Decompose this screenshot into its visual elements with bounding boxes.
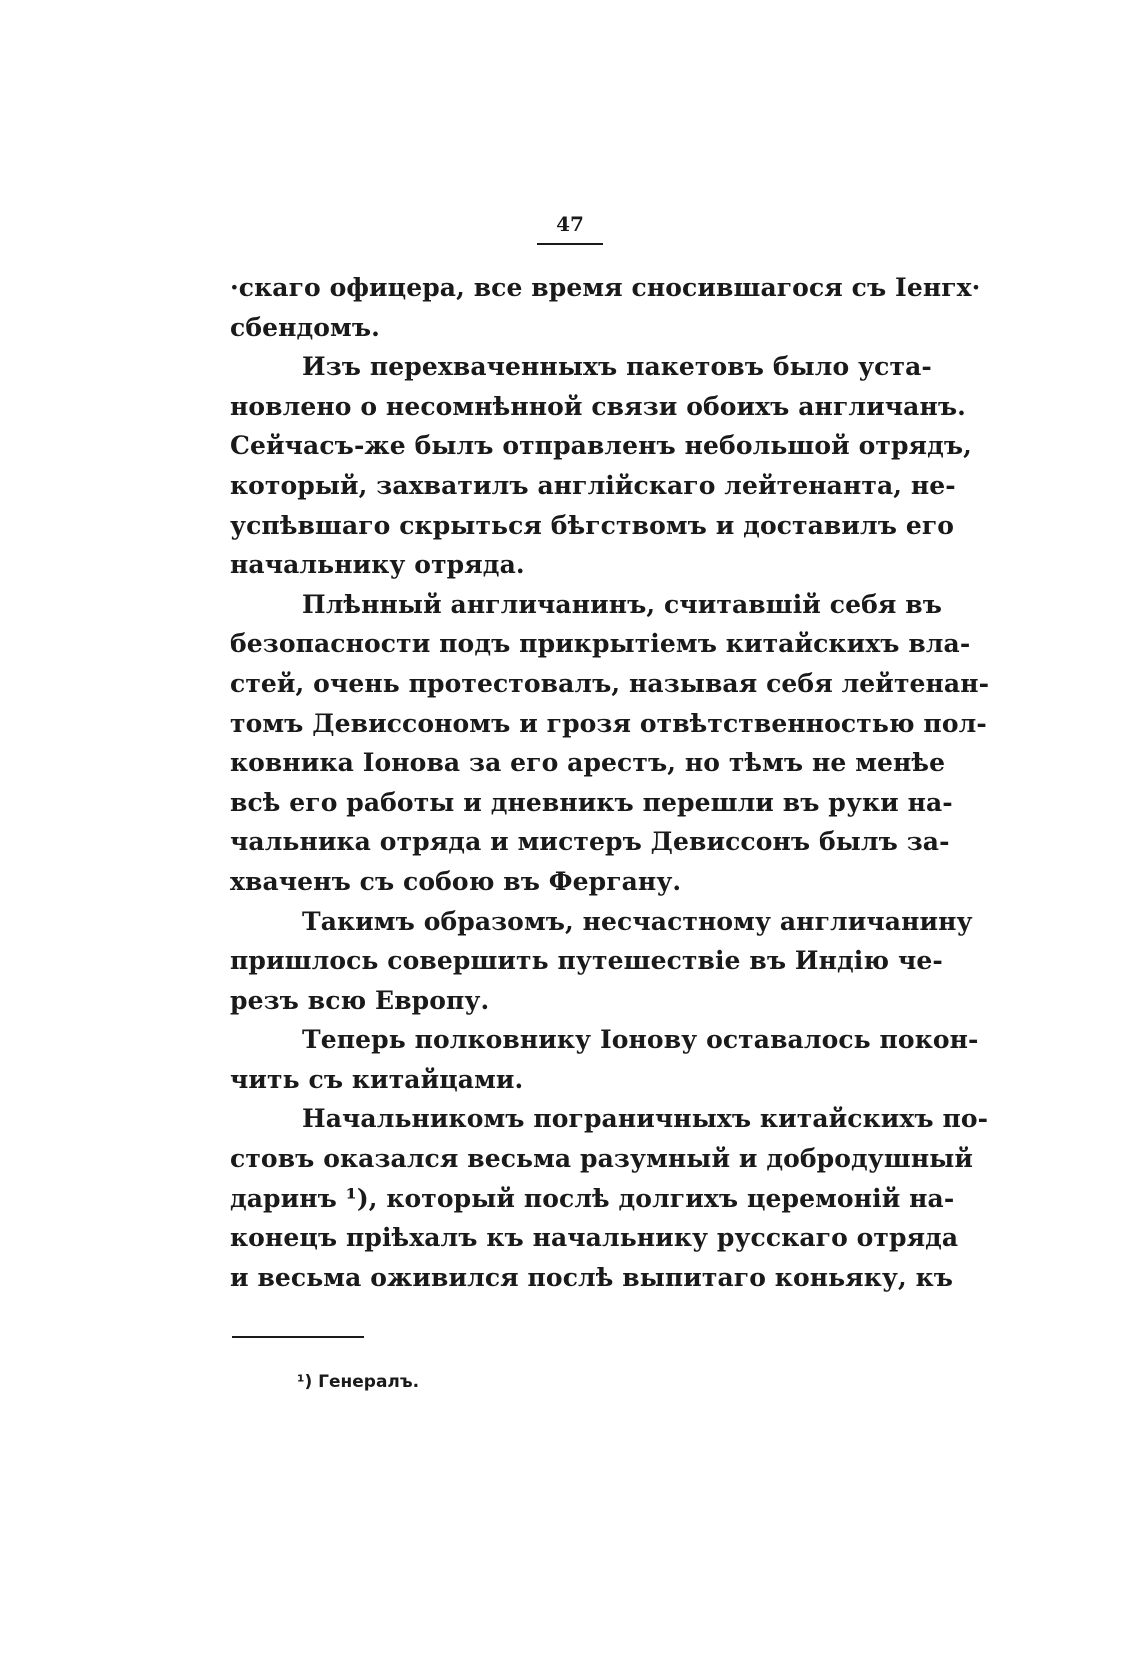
text-line: Изъ перехваченныхъ пакетовъ было уста- xyxy=(302,352,932,382)
text-line: всѣ его работы и дневникъ перешли въ руки на- xyxy=(230,787,953,817)
page-number-rule xyxy=(537,243,603,245)
text-line: хваченъ съ собою въ Фергану. xyxy=(230,866,682,896)
text-line: ·скаго офицера, все время сносившагося съ Iенгх· xyxy=(230,273,981,302)
text-line: ковника Іонова за его арестъ, но тѣмъ не менѣе xyxy=(230,748,946,778)
page-number: 47 xyxy=(556,212,584,236)
text-line: Плѣнный англичанинъ, считавшій себя въ xyxy=(302,589,942,619)
text-line: резъ всю Европу. xyxy=(230,985,490,1015)
text-line: Такимъ образомъ, несчастному англичанину xyxy=(302,906,973,936)
footnote-text: Генералъ. xyxy=(318,1372,420,1392)
footnote-rule xyxy=(232,1336,364,1338)
text-line: начальнику отряда. xyxy=(230,550,525,580)
text-line: который, захватилъ англійскаго лейтенанта, не- xyxy=(230,470,956,500)
text-line: сбендомъ. xyxy=(230,312,380,342)
text-line: стовъ оказался весьма разумный и добродушный xyxy=(230,1144,974,1174)
body-text xyxy=(230,268,990,1297)
text-line: конецъ пріѣхалъ къ начальнику русскаго отряда xyxy=(230,1223,959,1253)
footnote-marker: ¹) xyxy=(297,1372,313,1392)
text-line: чальника отряда и мистеръ Девиссонъ былъ за- xyxy=(230,827,950,857)
text-line: и весьма оживился послѣ выпитаго коньяку, къ xyxy=(230,1262,954,1292)
text-line: стей, очень протестовалъ, называя себя лейтенан- xyxy=(230,668,990,698)
text-line: успѣвшаго скрыться бѣгствомъ и доставилъ его xyxy=(230,510,955,540)
text-line: томъ Девиссономъ и грозя отвѣтственностью пол- xyxy=(230,708,987,738)
text-line: даринъ ¹), который послѣ долгихъ церемоній на- xyxy=(230,1183,955,1213)
text-line: чить съ китайцами. xyxy=(230,1064,524,1094)
text-line: безопасности подъ прикрытіемъ китайскихъ вла- xyxy=(230,629,971,659)
footnote xyxy=(297,1372,419,1392)
text-line: Сейчасъ-же былъ отправленъ небольшой отрядъ, xyxy=(230,431,972,461)
text-line: Теперь полковнику Іонову оставалось покон- xyxy=(302,1025,979,1055)
text-line: новлено о несомнѣнной связи обоихъ англичанъ. xyxy=(230,391,966,421)
text-line: пришлось совершить путешествіе въ Индію че- xyxy=(230,946,943,976)
text-line: Начальникомъ пограничныхъ китайскихъ по- xyxy=(302,1104,989,1134)
